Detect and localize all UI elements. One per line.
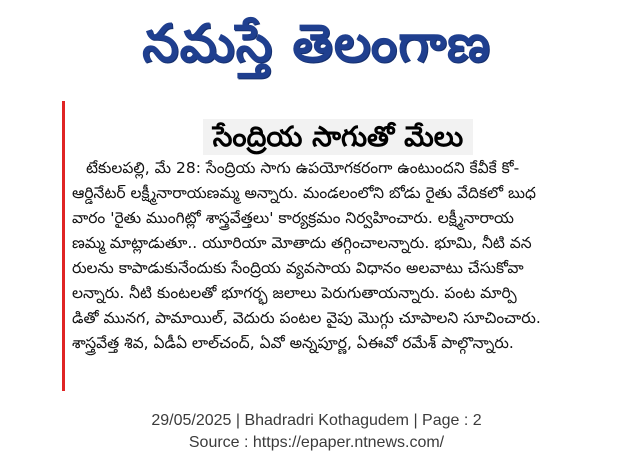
article-line: రులను కాపాడుకునేందుకు సేంద్రియ వ్యవసాయ విధానం అలవాటు చేసుకోవా: [72, 259, 524, 277]
footer-date-edition: 29/05/2025 | Bhadradri Kothagudem | Page : 2: [151, 412, 482, 429]
article-line: డితో మునగ, పామాయిల్, వెదురు పంటల వైపు మొగ్గు చూపాలని సూచించారు.: [72, 309, 541, 327]
article-body: [72, 156, 604, 356]
article-line: వారం 'రైతు ముంగిట్లో శాస్త్రవేత్తలు' కార్యక్రమం నిర్వహించారు. లక్ష్మీనారాయ: [72, 209, 514, 227]
clipping-footer: [0, 410, 633, 454]
article-line: ఆర్డినేటర్ లక్ష్మీనారాయణమ్మ అన్నారు. మండలంలోని బోడు రైతు వేదికలో బుధ: [72, 184, 536, 202]
article-headline: [62, 116, 614, 158]
footer-source: Source : https://epaper.ntnews.com/: [188, 434, 445, 451]
article-line: లన్నారు. నీటి కుంటలతో భూగర్భ జలాలు పెరుగుతాయన్నారు. పంట మార్పి: [72, 284, 517, 302]
article-line: టేకులపల్లి, మే 28: సేంద్రియ సాగు ఉపయోగకరంగా ఉంటుందని కేవీకే కో-: [86, 159, 520, 177]
newspaper-masthead: [0, 0, 633, 88]
article-line: ణమ్మ మాట్లాడుతూ.. యూరియా మోతాదు తగ్గించాలన్నారు. భూమి, నీటి వన: [72, 234, 532, 252]
headline-text: సేంద్రియ సాగుతో మేలు: [203, 119, 474, 155]
article-line: శాస్త్రవేత్త శివ, ఏడీఏ లాల్‌చంద్, ఏవో అన్నపూర్ణ, ఏఈవో రమేశ్ పాల్గొన్నారు.: [72, 334, 514, 352]
masthead-logo-text: నమస్తే తెలంగాణ: [142, 14, 491, 74]
